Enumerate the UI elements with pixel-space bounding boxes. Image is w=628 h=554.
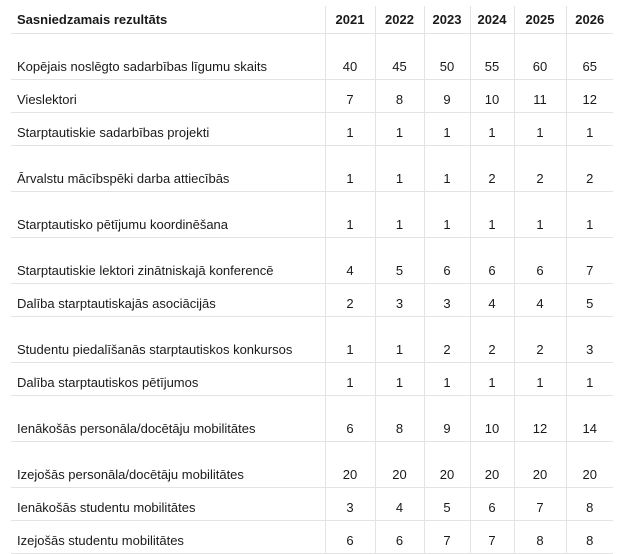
row-value-cell: 7 xyxy=(424,521,470,554)
row-value-cell: 20 xyxy=(470,442,514,488)
row-value-cell: 7 xyxy=(470,521,514,554)
table-body xyxy=(11,34,613,554)
row-value-cell: 4 xyxy=(325,238,375,284)
row-value-cell: 8 xyxy=(514,521,566,554)
row-label: Kopējais noslēgto sadarbības līgumu skaits xyxy=(11,34,325,80)
row-value-cell: 4 xyxy=(514,284,566,317)
column-header-year: 2023 xyxy=(424,6,470,34)
row-label: Starptautiskie sadarbības projekti xyxy=(11,113,325,146)
row-value-cell: 4 xyxy=(470,284,514,317)
row-value-cell: 3 xyxy=(424,284,470,317)
row-value-cell: 1 xyxy=(470,113,514,146)
row-value-cell: 1 xyxy=(514,192,566,238)
row-value-cell: 2 xyxy=(566,146,613,192)
table-row xyxy=(11,238,613,284)
table-row xyxy=(11,317,613,363)
row-value-cell: 3 xyxy=(566,317,613,363)
table-row xyxy=(11,146,613,192)
table-row xyxy=(11,396,613,442)
row-value-cell: 1 xyxy=(325,363,375,396)
row-label: Studentu piedalīšanās starptautiskos konkursos xyxy=(11,317,325,363)
row-value-cell: 5 xyxy=(375,238,424,284)
row-label: Dalība starptautiskajās asociācijās xyxy=(11,284,325,317)
column-header-year: 2026 xyxy=(566,6,613,34)
row-value-cell: 55 xyxy=(470,34,514,80)
row-value-cell: 1 xyxy=(424,192,470,238)
row-value-cell: 20 xyxy=(375,442,424,488)
row-value-cell: 40 xyxy=(325,34,375,80)
row-value-cell: 6 xyxy=(424,238,470,284)
table-row xyxy=(11,80,613,113)
row-label: Ārvalstu mācībspēki darba attiecībās xyxy=(11,146,325,192)
row-value-cell: 20 xyxy=(424,442,470,488)
row-value-cell: 1 xyxy=(325,192,375,238)
table-row xyxy=(11,34,613,80)
row-value-cell: 1 xyxy=(325,146,375,192)
row-label: Izejošās personāla/docētāju mobilitātes xyxy=(11,442,325,488)
row-value-cell: 10 xyxy=(470,80,514,113)
table-row xyxy=(11,521,613,554)
row-value-cell: 3 xyxy=(375,284,424,317)
row-value-cell: 1 xyxy=(424,146,470,192)
row-value-cell: 1 xyxy=(375,146,424,192)
row-value-cell: 6 xyxy=(375,521,424,554)
row-value-cell: 1 xyxy=(424,113,470,146)
row-label: Starptautiskie lektori zinātniskajā konferencē xyxy=(11,238,325,284)
column-header-result: Sasniedzamais rezultāts xyxy=(11,6,325,34)
row-value-cell: 1 xyxy=(514,113,566,146)
row-value-cell: 10 xyxy=(470,396,514,442)
table-header-row xyxy=(11,6,613,34)
row-value-cell: 4 xyxy=(375,488,424,521)
row-label: Vieslektori xyxy=(11,80,325,113)
row-value-cell: 1 xyxy=(470,363,514,396)
row-value-cell: 1 xyxy=(375,317,424,363)
row-value-cell: 6 xyxy=(514,238,566,284)
row-value-cell: 2 xyxy=(514,317,566,363)
row-value-cell: 8 xyxy=(566,488,613,521)
row-value-cell: 2 xyxy=(325,284,375,317)
row-value-cell: 1 xyxy=(566,192,613,238)
column-header-year: 2024 xyxy=(470,6,514,34)
row-value-cell: 1 xyxy=(375,192,424,238)
table-row xyxy=(11,113,613,146)
row-value-cell: 20 xyxy=(566,442,613,488)
row-value-cell: 8 xyxy=(566,521,613,554)
row-label: Ienākošās personāla/docētāju mobilitātes xyxy=(11,396,325,442)
row-value-cell: 50 xyxy=(424,34,470,80)
row-value-cell: 20 xyxy=(325,442,375,488)
row-value-cell: 12 xyxy=(514,396,566,442)
row-value-cell: 9 xyxy=(424,80,470,113)
column-header-year: 2025 xyxy=(514,6,566,34)
row-label: Starptautisko pētījumu koordinēšana xyxy=(11,192,325,238)
row-value-cell: 2 xyxy=(470,146,514,192)
table-row xyxy=(11,192,613,238)
table-row xyxy=(11,363,613,396)
row-value-cell: 12 xyxy=(566,80,613,113)
row-value-cell: 2 xyxy=(424,317,470,363)
table-row xyxy=(11,284,613,317)
table-row xyxy=(11,442,613,488)
row-value-cell: 6 xyxy=(325,521,375,554)
row-value-cell: 7 xyxy=(514,488,566,521)
results-table xyxy=(11,6,613,554)
row-value-cell: 6 xyxy=(470,238,514,284)
row-value-cell: 2 xyxy=(470,317,514,363)
row-value-cell: 2 xyxy=(514,146,566,192)
row-label: Dalība starptautiskos pētījumos xyxy=(11,363,325,396)
row-value-cell: 1 xyxy=(470,192,514,238)
row-value-cell: 1 xyxy=(375,113,424,146)
row-value-cell: 1 xyxy=(566,113,613,146)
row-value-cell: 65 xyxy=(566,34,613,80)
table-row xyxy=(11,488,613,521)
row-value-cell: 6 xyxy=(325,396,375,442)
row-value-cell: 8 xyxy=(375,396,424,442)
row-value-cell: 8 xyxy=(375,80,424,113)
row-value-cell: 6 xyxy=(470,488,514,521)
row-value-cell: 7 xyxy=(325,80,375,113)
row-value-cell: 1 xyxy=(566,363,613,396)
row-value-cell: 5 xyxy=(566,284,613,317)
column-header-year: 2022 xyxy=(375,6,424,34)
row-value-cell: 3 xyxy=(325,488,375,521)
row-value-cell: 14 xyxy=(566,396,613,442)
row-value-cell: 20 xyxy=(514,442,566,488)
row-label: Ienākošās studentu mobilitātes xyxy=(11,488,325,521)
column-header-year: 2021 xyxy=(325,6,375,34)
row-value-cell: 1 xyxy=(375,363,424,396)
row-label: Izejošās studentu mobilitātes xyxy=(11,521,325,554)
row-value-cell: 7 xyxy=(566,238,613,284)
row-value-cell: 60 xyxy=(514,34,566,80)
row-value-cell: 45 xyxy=(375,34,424,80)
row-value-cell: 5 xyxy=(424,488,470,521)
row-value-cell: 9 xyxy=(424,396,470,442)
row-value-cell: 11 xyxy=(514,80,566,113)
row-value-cell: 1 xyxy=(325,317,375,363)
row-value-cell: 1 xyxy=(514,363,566,396)
row-value-cell: 1 xyxy=(424,363,470,396)
row-value-cell: 1 xyxy=(325,113,375,146)
